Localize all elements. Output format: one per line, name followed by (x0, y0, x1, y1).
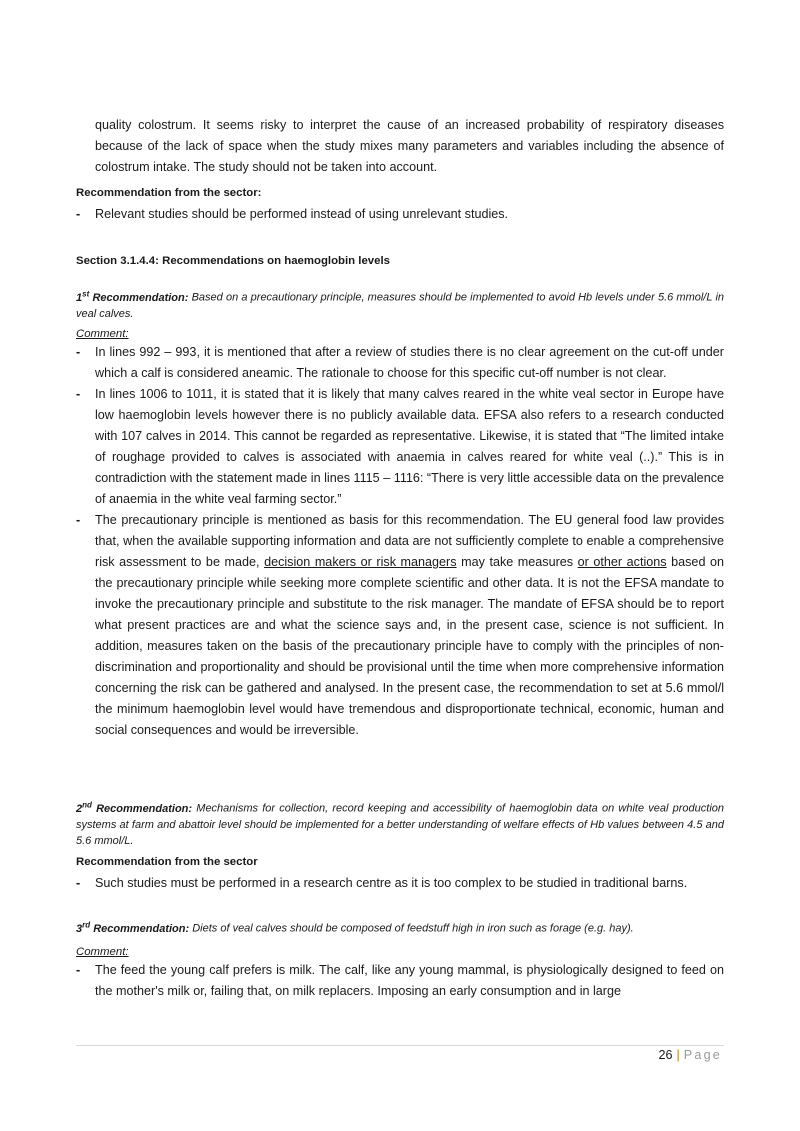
underlined-text: or other actions (577, 555, 667, 569)
list-item: - Such studies must be performed in a research centre as it is too complex to be studied in traditional barns. (76, 876, 688, 890)
underlined-text: decision makers or risk managers (264, 555, 457, 569)
recommendation-3: 3rd Recommendation: Diets of veal calves should be composed of feedstuff high in iron such as forage (e.g. hay). (76, 920, 634, 935)
list-item: - Relevant studies should be performed instead of using unrelevant studies. (76, 204, 724, 225)
list-item: - In lines 1006 to 1011, it is stated that it is likely that many calves reared in the white veal sector in Europe have low haemoglobin levels however there is no publicly available data. EFSA also refers to a research conducted with 107 calves in 2014. This cannot be regarded as representative. Likewise, it is stated that “The limited intake of roughage provided to calves is associated with anaemia in calves reared for white veal (..).” This is in contradiction with the statement made in lines 1115 – 1116: “There is very little accessible data on the prevalence of anaemia in the white veal farming sector.” (76, 387, 724, 506)
continuation-paragraph: quality colostrum. It seems risky to interpret the cause of an increased probability of respiratory diseases because of the lack of space when the study mixes many parameters and variables including the absence of colostrum intake. The study should not be taken into account. (95, 118, 724, 174)
recommendation-2: 2nd Recommendation: Mechanisms for collection, record keeping and accessibility of haemoglobin data on white veal production systems at farm and abattoir level should be implemented for a better understanding of welfare effects of Hb values between 4.5 and 5.6 mmol/L. (76, 800, 725, 847)
sector-recommendation-heading: Recommendation from the sector: (76, 187, 262, 199)
document-page (76, 0, 724, 1131)
footer-divider (76, 1045, 724, 1046)
bullet-dash: - (76, 207, 81, 221)
list-item: - In lines 992 – 993, it is mentioned that after a review of studies there is no clear agreement on the cut-off under which a calf is considered aneamic. The rationale to choose for this specific cut-off number is not clear. (76, 345, 724, 380)
recommendation-1: 1st Recommendation: Based on a precautionary principle, measures should be implemented to avoid Hb levels under 5.6 mmol/L in veal calves. (76, 289, 725, 320)
page-word: Page (683, 1048, 722, 1062)
section-heading: Section 3.1.4.4: Recommendations on haemoglobin levels (76, 255, 390, 267)
page-number: 26 (658, 1048, 673, 1062)
page-footer (658, 1048, 722, 1062)
comment-label: Comment: (76, 328, 129, 340)
footer-separator: | (676, 1048, 680, 1062)
list-item: - The feed the young calf prefers is milk. The calf, like any young mammal, is physiologically designed to feed on the mother's milk or, failing that, on milk replacers. Imposing an early consumption and in large (76, 963, 724, 998)
sector-recommendation-heading: Recommendation from the sector (76, 856, 258, 868)
list-item: - The precautionary principle is mentioned as basis for this recommendation. The EU general food law provides that, when the available supporting information and data are not sufficiently complete to enable a comprehensive risk assessment to be made, decision makers or risk managers may take measures or other actions based on the precautionary principle while seeking more complete scientific and other data. It is not the EFSA mandate to invoke the precautionary principle and substitute to the risk manager. The mandate of EFSA should be to report what present practices are and what the science says and, in the present case, science is not sufficient. In addition, measures taken on the basis of the precautionary principle have to comply with the principles of non-discrimination and proportionality and should be provisional until the time when more comprehensive information concerning the risk can be gathered and analysed. In the present case, the recommendation to set at 5.6 mmol/l the minimum haemoglobin level would have tremendous and disproportionate technical, economic, human and social consequences and would be irreversible. (76, 513, 725, 737)
comment-label: Comment: (76, 946, 129, 958)
